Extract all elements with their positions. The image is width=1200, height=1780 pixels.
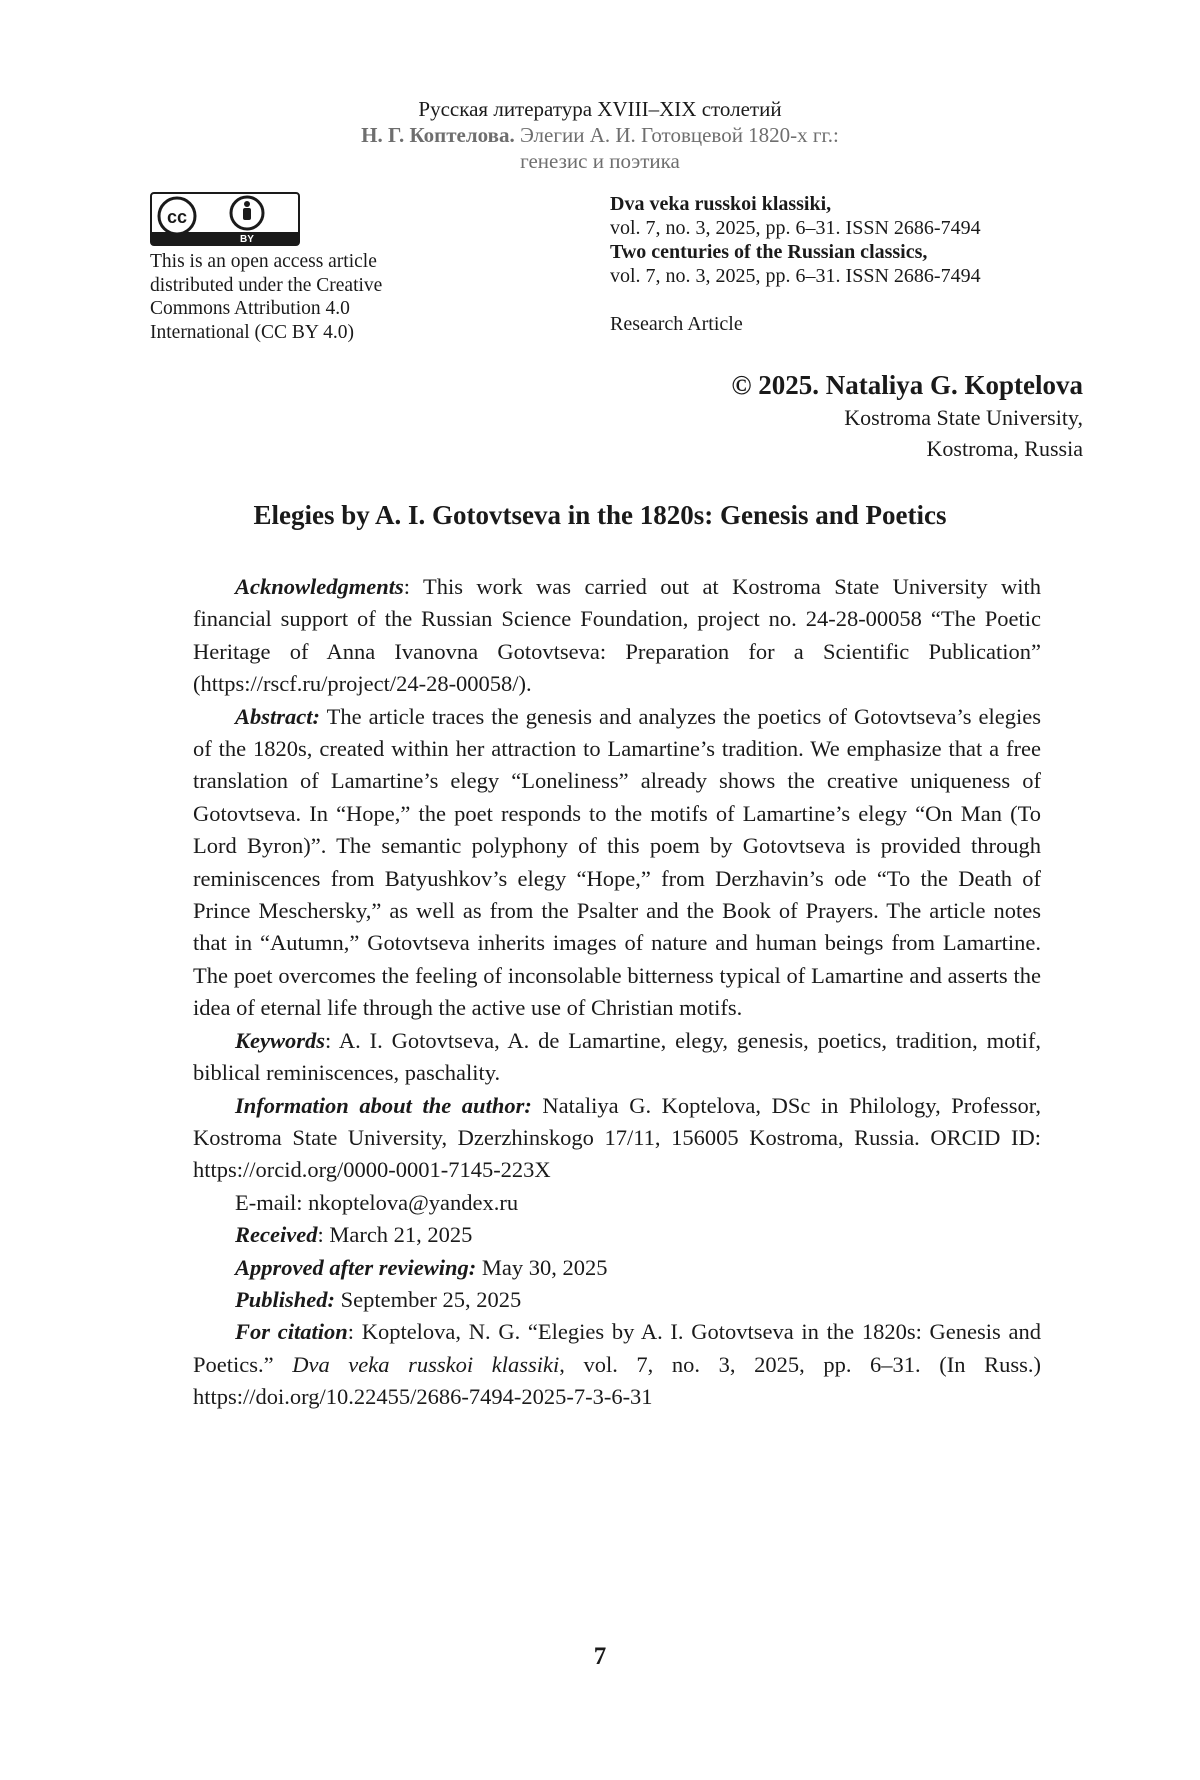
- journal-details-en: vol. 7, no. 3, 2025, pp. 6–31. ISSN 2686-7494: [610, 264, 1080, 288]
- received-date: : March 21, 2025: [317, 1222, 472, 1247]
- affiliation-line2: Kostroma, Russia: [731, 433, 1083, 464]
- acknowledgments-text: : This work was carried out at Kostroma State University with financial support of the Russian Science Foundation, project no. 24-28-00058 “The Poetic Heritage of Anna Ivanovna Gotovtseva: Preparation for a Scientific Publication” (https://rscf.ru/project/24-28-00058/).: [193, 574, 1041, 696]
- license-block: [150, 192, 440, 344]
- person-icon: [231, 197, 263, 229]
- affiliation-line1: Kostroma State University,: [731, 402, 1083, 433]
- by-label: BY: [240, 234, 254, 245]
- running-head-title: Элегии А. И. Готовцевой 1820-х гг.:: [515, 123, 839, 147]
- keywords: [193, 1025, 1041, 1090]
- citation-text-1: : Koptelova, N. G. “Elegies by A. I. Gotovtseva in the 1820s: Genesis and Poetics.”: [193, 1319, 1041, 1376]
- running-head-author: Н. Г. Коптелова.: [361, 123, 515, 147]
- author-block: [731, 368, 1083, 464]
- journal-details-ru: vol. 7, no. 3, 2025, pp. 6–31. ISSN 2686-7494: [610, 216, 1080, 240]
- author-copyright: © 2025. Nataliya G. Koptelova: [731, 368, 1083, 402]
- author-info-label: Information about the author:: [235, 1093, 532, 1118]
- approved-label: Approved after reviewing:: [235, 1255, 476, 1280]
- keywords-label: Keywords: [235, 1028, 325, 1053]
- citation-journal: Dva veka russkoi klassiki: [292, 1352, 559, 1377]
- abstract-text: The article traces the genesis and analyzes the poetics of Gotovtseva’s elegies of the 1820s, created within her attraction to Lamartine’s tradition. We emphasize that a free translation of Lamartine’s elegy “Loneliness” already shows the creative uniqueness of Gotovtseva. In “Hope,” the poet responds to the motifs of Lamartine’s elegy “On Man (To Lord Byron)”. The semantic polyphony of this poem by Gotovtseva is provided through reminiscences from Batyushkov’s elegy “Hope,” from Derzhavin’s ode “To the Death of Prince Meschersky,” as well as from the Psalter and the Book of Prayers. The article notes that in “Autumn,” Gotovtseva inherits images of nature and human beings from Lamartine. The poet overcomes the feeling of inconsolable bitterness typical of Lamartine and asserts the idea of eternal life through the active use of Christian motifs.: [193, 704, 1041, 1021]
- article-title: Elegies by A. I. Gotovtseva in the 1820s: Genesis and Poetics: [0, 500, 1200, 531]
- published-date: September 25, 2025: [335, 1287, 521, 1312]
- article-type: Research Article: [610, 312, 1080, 336]
- journal-title-ru: Dva veka russkoi klassiki,: [610, 192, 1080, 216]
- journal-info: [610, 192, 1080, 336]
- running-head-journal: Русская литература XVIII–XIX столетий: [0, 96, 1200, 122]
- abstract-label: Abstract:: [235, 704, 320, 729]
- approved: [193, 1252, 1041, 1284]
- email: E-mail: nkoptelova@yandex.ru: [193, 1187, 1041, 1219]
- abstract: [193, 701, 1041, 1025]
- published-label: Published:: [235, 1287, 335, 1312]
- journal-title-en: Two centuries of the Russian classics,: [610, 240, 1080, 264]
- keywords-text: : A. I. Gotovtseva, A. de Lamartine, elegy, genesis, poetics, tradition, motif, biblical reminiscences, paschality.: [193, 1028, 1041, 1085]
- author-info-text: Nataliya G. Koptelova, DSc in Philology, Professor, Kostroma State University, Dzerzhinskogo 17/11, 156005 Kostroma, Russia. ORCID ID: https://orcid.org/0000-0001-7145-223X: [193, 1093, 1041, 1183]
- approved-date: May 30, 2025: [476, 1255, 607, 1280]
- citation-label: For citation: [235, 1319, 348, 1344]
- running-head-title-cont: генезис и поэтика: [0, 148, 1200, 174]
- author-info: [193, 1090, 1041, 1187]
- running-head-article: [0, 122, 1200, 148]
- acknowledgments-label: Acknowledgments: [235, 574, 404, 599]
- acknowledgments: [193, 571, 1041, 701]
- cc-icon-label: cc: [167, 207, 187, 227]
- published: [193, 1284, 1041, 1316]
- citation: [193, 1316, 1041, 1413]
- page-number: 7: [0, 1643, 1200, 1671]
- received: [193, 1219, 1041, 1251]
- license-text: This is an open access article distributed under the Creative Commons Attribution 4.0 International (CC BY 4.0): [150, 250, 440, 344]
- citation-text-2: , vol. 7, no. 3, 2025, pp. 6–31. (In Russ.) https://doi.org/10.22455/2686-7494-2025-7-3-6-31: [193, 1352, 1041, 1409]
- received-label: Received: [235, 1222, 317, 1247]
- running-head: [0, 96, 1200, 174]
- cc-by-badge: [150, 192, 300, 246]
- article-front-matter: [193, 571, 1041, 1414]
